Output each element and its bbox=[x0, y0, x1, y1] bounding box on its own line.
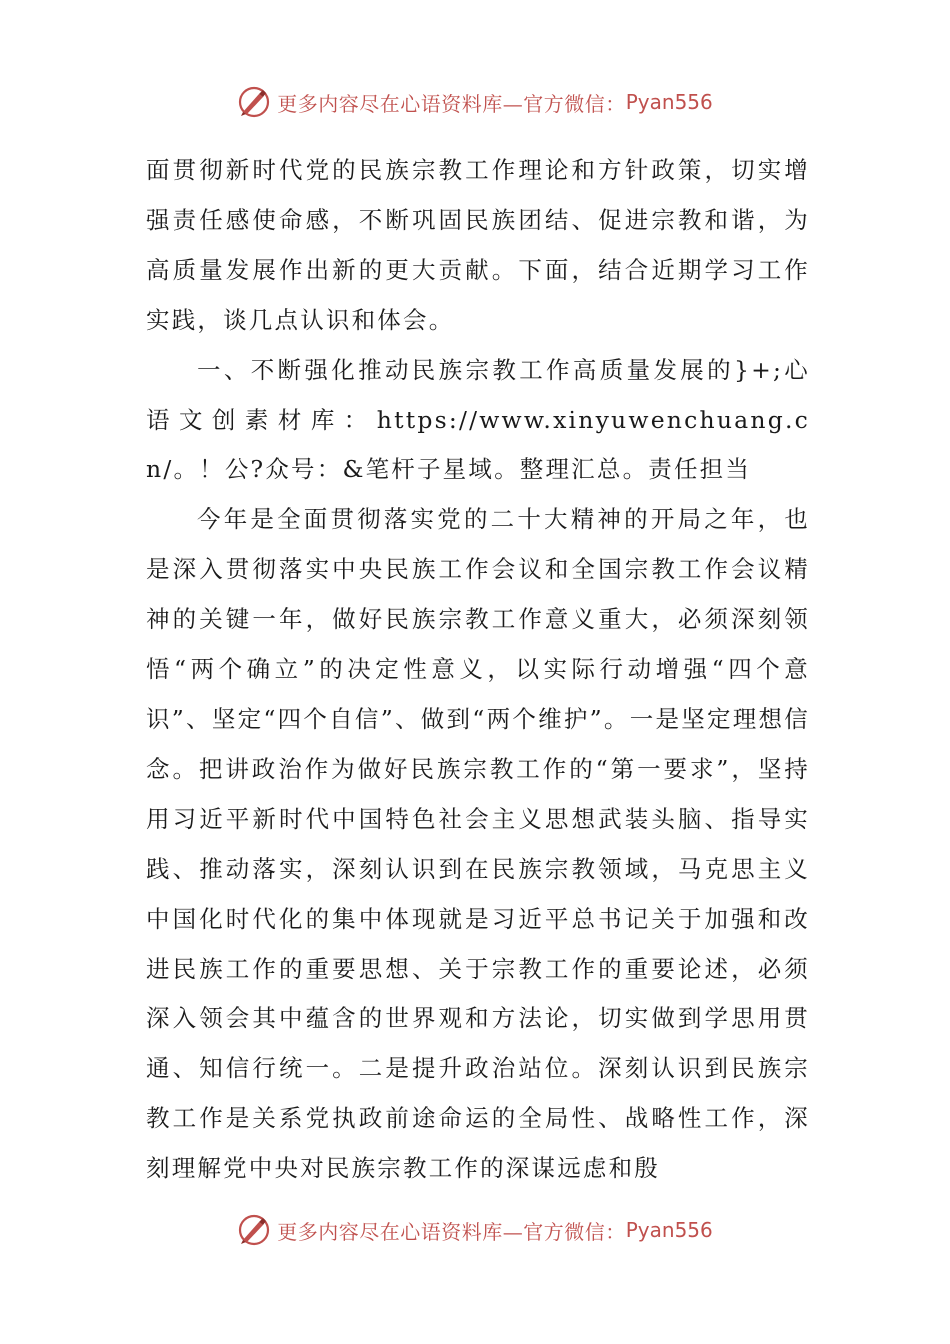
paragraph: 面贯彻新时代党的民族宗教工作理论和方针政策，切实增强责任感使命感，不断巩固民族团结、促进宗教和谐，为高质量发展作出新的更大贡献。下面，结合近期学习工作实践，谈几点认识和体会。 bbox=[146, 156, 810, 334]
pen-logo-icon bbox=[237, 85, 271, 119]
banner-wechat-id: Pyan556 bbox=[625, 1218, 713, 1242]
paragraph: 今年是全面贯彻落实党的二十大精神的开局之年，也是深入贯彻落实中央民族工作会议和全国宗教工作会议精神的关键一年，做好民族宗教工作意义重大，必须深刻领悟“两个确立”的决定性意义，以实际行动增强“四个意识”、坚定“四个自信”、做到“两个维护”。一是坚定理想信念。把讲政治作为做好民族宗教工作的“第一要求”，坚持用习近平新时代中国特色社会主义思想武装头脑、指导实践、推动落实，深刻认识到在民族宗教领域，马克思主义中国化时代化的集中体现就是习近平总书记关于加强和改进民族工作的重要思想、关于宗教工作的重要论述，必须深入领会其中蕴含的世界观和方法论，切实做到学思用贯通、知信行统一。二是提升政治站位。深刻认识到民族宗教工作是关系党执政前途命运的全局性、战略性工作，深刻理解党中央对民族宗教工作的深谋远虑和殷 bbox=[146, 505, 810, 1183]
section-heading: 一、不断强化推动民族宗教工作高质量发展的}+;心语文创素材库：https://www.xinyuwenchuang.cn/。！公?众号：&笔杆子星域。整理汇总。责任担当 bbox=[146, 355, 810, 484]
banner-text: 更多内容尽在心语资料库—官方微信： bbox=[277, 1219, 626, 1244]
banner-text: 更多内容尽在心语资料库—官方微信： bbox=[277, 91, 626, 116]
document-body bbox=[146, 146, 810, 1194]
pen-logo-icon bbox=[237, 1213, 271, 1247]
header-banner bbox=[0, 80, 950, 124]
footer-banner bbox=[0, 1208, 950, 1252]
banner-wechat-id: Pyan556 bbox=[625, 90, 713, 114]
